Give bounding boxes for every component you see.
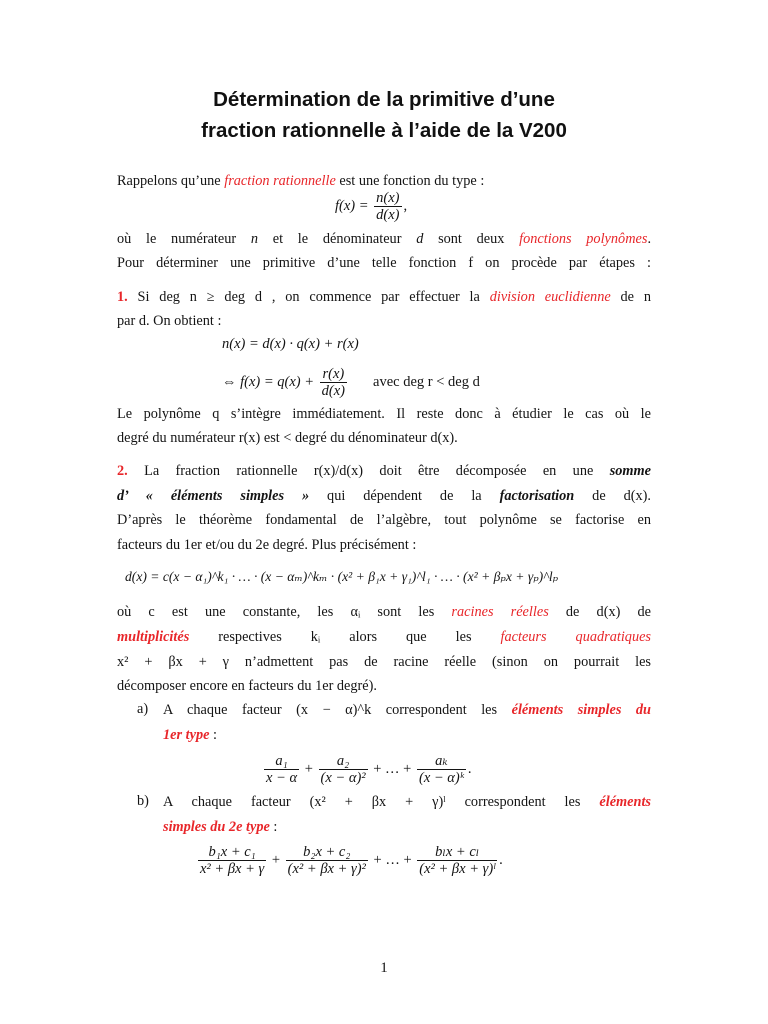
step2-para-1	[117, 603, 651, 621]
step2-para-3: x² + βx + γ n’admettent pas de racine réelle (sinon on pourrait les	[117, 654, 651, 670]
intro-line-3: Pour déterminer une primitive d’une telle fonction f on procède par étapes :	[117, 255, 651, 271]
fraction-l	[417, 844, 497, 877]
fraction-1	[198, 844, 266, 877]
numerator: r(x)	[322, 366, 345, 382]
text: .	[647, 231, 652, 247]
step2-line-1	[117, 462, 651, 480]
fraction-k	[417, 753, 466, 786]
text: qui dépendent de la	[309, 488, 500, 504]
denominator: (x − α)²	[320, 770, 366, 786]
intro-text: Rappelons qu’une	[117, 173, 225, 189]
ellipsis: + … +	[373, 851, 412, 868]
denominator: d(x)	[376, 207, 400, 223]
step1-para-1: Le polynôme q s’intègre immédiatement. Il reste donc à étudier le cas où le	[117, 406, 651, 422]
intro-line-1	[117, 172, 651, 190]
text: sont deux	[423, 231, 520, 247]
case-b-line-1	[163, 793, 651, 811]
text: de d(x).	[574, 488, 651, 504]
fraction	[374, 190, 401, 223]
intro-line-2	[117, 230, 651, 248]
term-quadratic-factors: facteurs quadratiques	[500, 629, 651, 645]
step1-line-2: par d. On obtient :	[117, 313, 222, 329]
term-rational-fraction: fraction rationnelle	[224, 173, 336, 189]
fraction-2	[286, 844, 368, 877]
case-a-line-2	[163, 726, 651, 744]
formula-factorisation: d(x) = c(x − α₁)^k₁ · … · (x − αₘ)^kₘ · (x² + β₁x + γ₁)^l₁ · … · (x² + βₚx + γₚ)^lₚ	[125, 569, 559, 584]
denominator: (x − α)ᵏ	[418, 770, 464, 786]
case-b-line-2	[163, 818, 651, 836]
term-euclidean-division: division euclidienne	[489, 289, 611, 305]
step2-para-4: décomposer encore en facteurs du 1er degré).	[117, 678, 377, 694]
denominator: (x² + βx + γ)²	[287, 861, 366, 877]
text: respectives kᵢ alors que les	[189, 629, 501, 645]
numerator: n(x)	[376, 190, 400, 206]
formula-tail: ,	[403, 197, 408, 214]
intro-text: est une fonction du type :	[335, 173, 485, 189]
denominator: x − α	[266, 770, 298, 786]
text: Si deg n ≥ deg d , on commence par effectuer la	[127, 289, 490, 305]
term-factorisation: factorisation	[499, 488, 575, 504]
title-line-1: Détermination de la primitive d’une	[213, 88, 555, 111]
text: et le dénominateur	[258, 231, 417, 247]
numerator: b₂x + c₂	[303, 844, 351, 860]
step2-line-3: D’après le théorème fondamental de l’algèbre, tout polynôme se factorise en	[117, 512, 651, 528]
term-real-roots: racines réelles	[451, 604, 549, 620]
step-number: 2.	[117, 463, 128, 479]
var-d: d	[416, 231, 424, 247]
case-a-label: a)	[137, 701, 149, 717]
numerator: b₁x + c₁	[208, 844, 256, 860]
denominator: (x² + βx + γ)ˡ	[419, 861, 496, 877]
fraction-2	[319, 753, 368, 786]
numerator: a₁	[275, 753, 288, 769]
step2-line-4: facteurs du 1er et/ou du 2e degré. Plus précisément :	[117, 537, 417, 553]
formula-first-type: $\frac{\text{a₁}}{x - \alpha}$ + $\frac{\text{a₂}}{\text{(x − α)²}}$ + … + $\frac{\text{aₖ}}{\text{(x − α)ᵏ}}$ .	[266, 753, 472, 786]
var-n: n	[250, 231, 259, 247]
text: de d(x) de	[548, 604, 651, 620]
denominator: x² + βx + γ	[200, 861, 265, 877]
step2-para-2	[117, 628, 651, 646]
text: :	[269, 819, 278, 835]
ellipsis: + … +	[373, 760, 412, 777]
text: A chaque facteur (x² + βx + γ)ˡ correspondent les	[163, 794, 600, 810]
formula-second-type: $\frac{\text{b₁x + c₁}}{\text{x² + βx + γ}}$ + $\frac{\text{b₂x + c₂}}{\text{(x² + βx + γ)²}}$ + … + $\frac{\text{bₗx + cₗ}}{\text{(x² + βx + γ)ˡ}}$ .	[200, 844, 503, 877]
term-simple-elements-second: éléments	[599, 794, 651, 810]
equation-f-decomposition	[222, 366, 480, 399]
term-simple-elements-first: éléments simples du	[511, 702, 651, 718]
formula-lhs: f(x) =	[335, 197, 373, 214]
step1-line-1	[117, 288, 651, 306]
page-number: 1	[380, 960, 388, 976]
text: ⇔ f(x) = q(x) +	[222, 373, 318, 390]
fraction-1	[264, 753, 299, 786]
denominator: d(x)	[321, 383, 346, 399]
equation-division: n(x) = d(x) · q(x) + r(x)	[222, 336, 359, 352]
text: La fraction rationnelle r(x)/d(x) doit être décomposée en une	[127, 463, 610, 479]
numerator: bₗx + cₗ	[435, 844, 480, 860]
term-first-type: 1er type	[163, 727, 210, 743]
text: où c est une constante, les αᵢ sont les	[117, 604, 452, 620]
term-second-type: simples du 2e type	[163, 819, 270, 835]
title-line-2: fraction rationnelle à l’aide de la V200	[201, 119, 567, 142]
term-sum: somme	[609, 463, 651, 479]
step-number: 1.	[117, 289, 128, 305]
step2-line-2	[117, 487, 651, 505]
text: où le numérateur	[117, 231, 251, 247]
case-b-label: b)	[137, 793, 149, 809]
text: A chaque facteur (x − α)^k correspondent les	[163, 702, 512, 718]
condition: avec deg r < deg d	[373, 373, 480, 390]
numerator: a₂	[336, 753, 350, 769]
case-a-line-1	[163, 701, 651, 719]
numerator: aₖ	[435, 753, 448, 769]
fraction	[320, 366, 347, 399]
term-polynomials: fonctions polynômes	[519, 231, 648, 247]
text: :	[209, 727, 217, 743]
formula-f	[335, 190, 407, 223]
term-simple-elements: d’ « éléments simples »	[117, 488, 310, 504]
step1-para-2: degré du numérateur r(x) est < degré du dénominateur d(x).	[117, 430, 458, 446]
term-multiplicities: multiplicités	[117, 629, 190, 645]
text: de n	[610, 289, 651, 305]
